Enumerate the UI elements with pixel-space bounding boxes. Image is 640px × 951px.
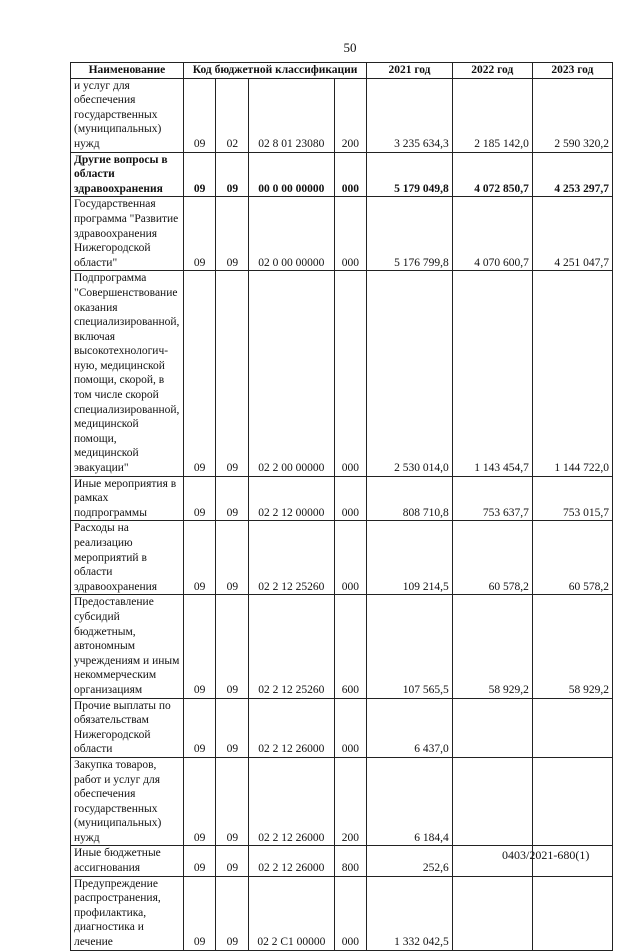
row-value-2023: 4 251 047,7 [532, 197, 612, 271]
row-expense-type: 000 [334, 197, 367, 271]
row-value-2021: 6 184,4 [367, 757, 452, 846]
row-target-code: 02 2 12 25260 [249, 595, 334, 698]
row-value-2023: 58 929,2 [532, 595, 612, 698]
row-name: Предупреждение распространения, профилактика, диагностика и лечение [71, 876, 184, 950]
row-name: Другие вопросы в области здравоохранения [71, 152, 184, 197]
document-code: 0403/2021-680(1) [502, 848, 590, 862]
row-name: Закупка товаров, работ и услуг для обеспечения государственных (муниципальных) нужд [71, 757, 184, 846]
row-target-code: 02 2 12 26000 [249, 698, 334, 757]
row-expense-type: 000 [334, 152, 367, 197]
table-row [71, 197, 613, 271]
row-expense-type: 200 [334, 78, 367, 152]
row-value-2023: 60 578,2 [532, 521, 612, 595]
header-code: Код бюджетной классификации [183, 63, 366, 79]
row-name: Иные бюджетные ассигнования [71, 846, 184, 876]
row-value-2021: 5 176 799,8 [367, 197, 452, 271]
row-section: 09 [183, 757, 216, 846]
row-target-code: 02 2 12 26000 [249, 846, 334, 876]
row-section: 09 [183, 698, 216, 757]
row-value-2022: 4 072 850,7 [452, 152, 532, 197]
row-target-code: 02 2 12 26000 [249, 757, 334, 846]
row-subsection: 09 [216, 152, 249, 197]
row-subsection: 09 [216, 698, 249, 757]
row-expense-type: 000 [334, 876, 367, 950]
row-name: Расходы на реализацию мероприятий в области здравоохранения [71, 521, 184, 595]
row-value-2021: 6 437,0 [367, 698, 452, 757]
row-value-2021: 109 214,5 [367, 521, 452, 595]
row-value-2022: 58 929,2 [452, 595, 532, 698]
row-value-2021: 3 235 634,3 [367, 78, 452, 152]
table-row [71, 152, 613, 197]
page-number: 50 [343, 40, 357, 55]
row-section: 09 [183, 152, 216, 197]
row-value-2021: 107 565,5 [367, 595, 452, 698]
row-expense-type: 200 [334, 757, 367, 846]
header-name: Наименование [71, 63, 184, 79]
table-row [71, 757, 613, 846]
row-subsection: 09 [216, 476, 249, 521]
row-value-2021: 808 710,8 [367, 476, 452, 521]
row-value-2021: 1 332 042,5 [367, 876, 452, 950]
row-target-code: 02 2 00 00000 [249, 271, 334, 476]
row-section: 09 [183, 78, 216, 152]
row-value-2022 [452, 698, 532, 757]
row-value-2023: 1 144 722,0 [532, 271, 612, 476]
row-target-code: 02 0 00 00000 [249, 197, 334, 271]
table-row [71, 78, 613, 152]
budget-table [70, 62, 613, 951]
row-subsection: 09 [216, 595, 249, 698]
header-2021: 2021 год [367, 63, 452, 79]
header-2022: 2022 год [452, 63, 532, 79]
table-row [71, 698, 613, 757]
row-value-2021: 252,6 [367, 846, 452, 876]
row-name: Государственная программа "Развитие здравоохранения Нижегородской области" [71, 197, 184, 271]
row-section: 09 [183, 595, 216, 698]
row-name: и услуг для обеспечения государственных (муниципальных) нужд [71, 78, 184, 152]
table-header-row [71, 63, 613, 79]
row-expense-type: 000 [334, 271, 367, 476]
row-target-code: 00 0 00 00000 [249, 152, 334, 197]
row-target-code: 02 8 01 23080 [249, 78, 334, 152]
row-expense-type: 000 [334, 698, 367, 757]
row-value-2022: 4 070 600,7 [452, 197, 532, 271]
row-target-code: 02 2 12 00000 [249, 476, 334, 521]
row-section: 09 [183, 271, 216, 476]
row-subsection: 09 [216, 271, 249, 476]
row-subsection: 09 [216, 846, 249, 876]
row-value-2023 [532, 876, 612, 950]
row-expense-type: 600 [334, 595, 367, 698]
row-value-2023: 4 253 297,7 [532, 152, 612, 197]
row-expense-type: 800 [334, 846, 367, 876]
row-value-2023 [532, 757, 612, 846]
row-value-2022: 1 143 454,7 [452, 271, 532, 476]
row-subsection: 09 [216, 876, 249, 950]
row-value-2021: 2 530 014,0 [367, 271, 452, 476]
row-value-2023 [532, 698, 612, 757]
row-value-2023: 753 015,7 [532, 476, 612, 521]
row-expense-type: 000 [334, 476, 367, 521]
row-name: Предоставление субсидий бюджетным, автономным учреждениям и иным некоммерческим организациям [71, 595, 184, 698]
row-value-2022 [452, 757, 532, 846]
row-subsection: 02 [216, 78, 249, 152]
row-subsection: 09 [216, 757, 249, 846]
row-section: 09 [183, 521, 216, 595]
row-target-code: 02 2 С1 00000 [249, 876, 334, 950]
row-expense-type: 000 [334, 521, 367, 595]
row-value-2022 [452, 876, 532, 950]
row-name: Прочие выплаты по обязательствам Нижегородской области [71, 698, 184, 757]
row-section: 09 [183, 876, 216, 950]
row-section: 09 [183, 476, 216, 521]
row-name: Подпрограмма "Совершенствование оказания специализированной, включая высокотехнологич-ную, медицинской помощи, скорой, в том числе скорой специализированной, медицинской помощи, медицинской эвакуации" [71, 271, 184, 476]
row-value-2023: 2 590 320,2 [532, 78, 612, 152]
table-row [71, 271, 613, 476]
row-subsection: 09 [216, 521, 249, 595]
row-name: Иные мероприятия в рамках подпрограммы [71, 476, 184, 521]
row-value-2022: 60 578,2 [452, 521, 532, 595]
row-section: 09 [183, 846, 216, 876]
row-value-2022: 753 637,7 [452, 476, 532, 521]
row-subsection: 09 [216, 197, 249, 271]
table-row [71, 521, 613, 595]
row-target-code: 02 2 12 25260 [249, 521, 334, 595]
row-value-2022: 2 185 142,0 [452, 78, 532, 152]
row-value-2021: 5 179 049,8 [367, 152, 452, 197]
table-row [71, 876, 613, 950]
row-section: 09 [183, 197, 216, 271]
header-2023: 2023 год [532, 63, 612, 79]
table-row [71, 595, 613, 698]
table-row [71, 476, 613, 521]
